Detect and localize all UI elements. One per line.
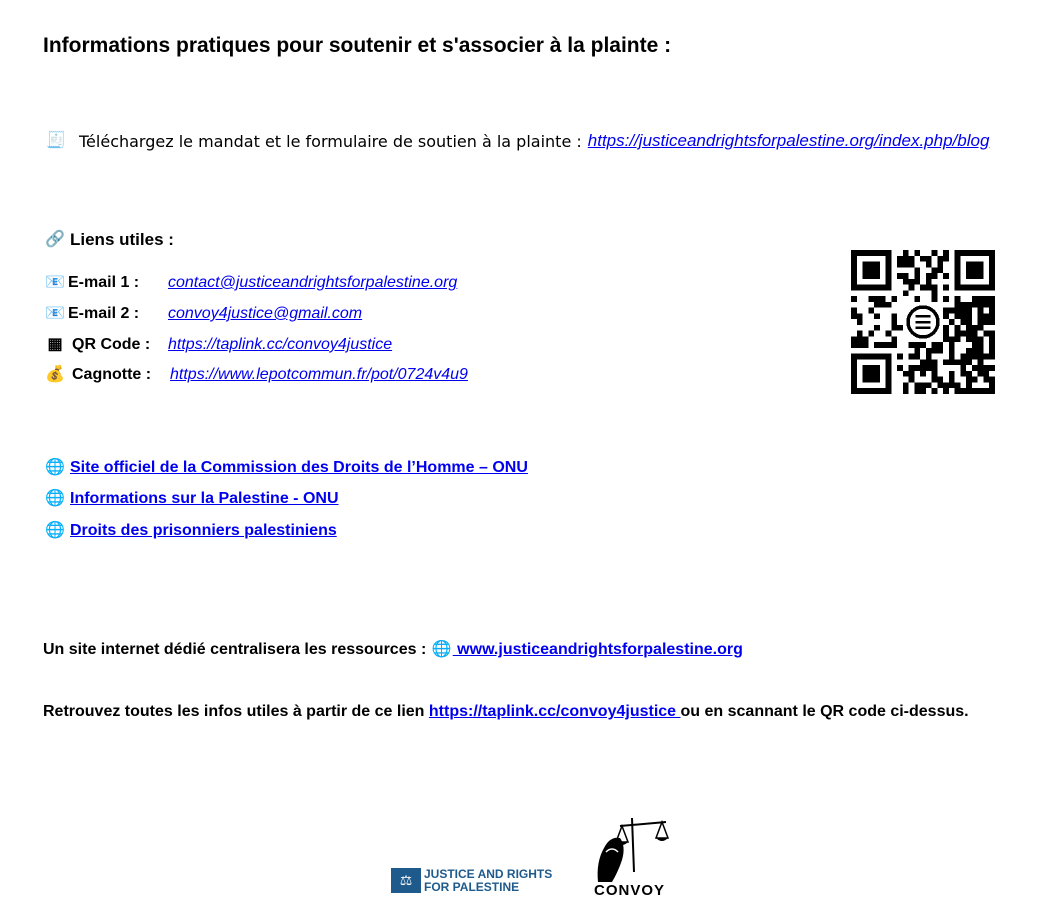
qr-icon: ▦ <box>47 336 63 353</box>
email-1-label: E-mail 1 : <box>68 274 140 291</box>
qr-code-link[interactable]: https://taplink.cc/convoy4justice <box>168 336 393 353</box>
globe-icon: 🌐 <box>45 459 65 476</box>
convoy-justice-logo <box>592 812 672 893</box>
cagnotte-link[interactable]: https://www.lepotcommun.fr/pot/0724v4u9 <box>170 366 468 383</box>
qr-code-label: QR Code : <box>72 336 151 353</box>
taplink-text-before: Retrouvez toutes les infos utiles à partir de ce lien <box>43 703 425 720</box>
globe-icon: 🌐 <box>431 641 452 658</box>
money-bag-icon: 💰 <box>45 366 65 383</box>
download-link[interactable]: https://justiceandrightsforpalestine.org/index.php/blog <box>587 131 990 150</box>
taplink-text-after: ou en scannant le QR code ci-dessus. <box>680 703 969 720</box>
receipt-icon: 🧾 <box>46 132 66 149</box>
email-2-label: E-mail 2 : <box>68 305 140 322</box>
email-2-row <box>44 305 362 323</box>
taplink-paragraph <box>43 703 969 721</box>
taplink-link[interactable]: https://taplink.cc/convoy4justice <box>428 703 681 720</box>
email-2-link[interactable]: convoy4justice@gmail.com <box>168 305 363 322</box>
link-icon: 🔗 <box>45 231 65 248</box>
un-palestine-info-link[interactable]: Informations sur la Palestine - ONU <box>70 490 339 507</box>
prisoners-rights-link[interactable]: Droits des prisonniers palestiniens <box>70 522 337 539</box>
useful-links-label: Liens utiles : <box>70 230 174 249</box>
globe-icon: 🌐 <box>45 490 65 507</box>
un-human-rights-link[interactable]: Site officiel de la Commission des Droits de l’Homme – ONU <box>70 459 528 476</box>
cagnotte-label: Cagnotte : <box>72 366 152 383</box>
email-1-row <box>44 274 457 292</box>
page-title: Informations pratiques pour soutenir et s'associer à la plainte : <box>43 34 672 57</box>
official-link-row <box>44 459 528 477</box>
website-link[interactable]: www.justiceandrightsforpalestine.org <box>452 641 743 658</box>
website-paragraph <box>43 641 743 659</box>
qr-code-row <box>44 336 392 354</box>
email-icon: 📧 <box>45 305 65 322</box>
download-row <box>45 131 989 151</box>
globe-icon: 🌐 <box>45 522 65 539</box>
convoy-logo-text: CONVOY <box>594 882 666 899</box>
download-label: Téléchargez le mandat et le formulaire de soutien à la plainte : <box>79 131 582 151</box>
useful-links-heading <box>44 230 174 250</box>
scales-icon: ⚖ <box>391 868 421 893</box>
logo-text-line1: JUSTICE AND RIGHTS <box>424 867 553 881</box>
logo-text-line2: FOR PALESTINE <box>424 880 520 894</box>
email-1-link[interactable]: contact@justiceandrightsforpalestine.org <box>168 274 458 291</box>
justice-rights-logo <box>391 868 552 894</box>
website-text: Un site internet dédié centralisera les ressources : <box>43 641 427 658</box>
official-link-row <box>44 522 337 540</box>
email-icon: 📧 <box>45 274 65 291</box>
official-link-row <box>44 490 339 508</box>
qr-code-image[interactable] <box>847 250 999 394</box>
cagnotte-row <box>44 366 468 384</box>
